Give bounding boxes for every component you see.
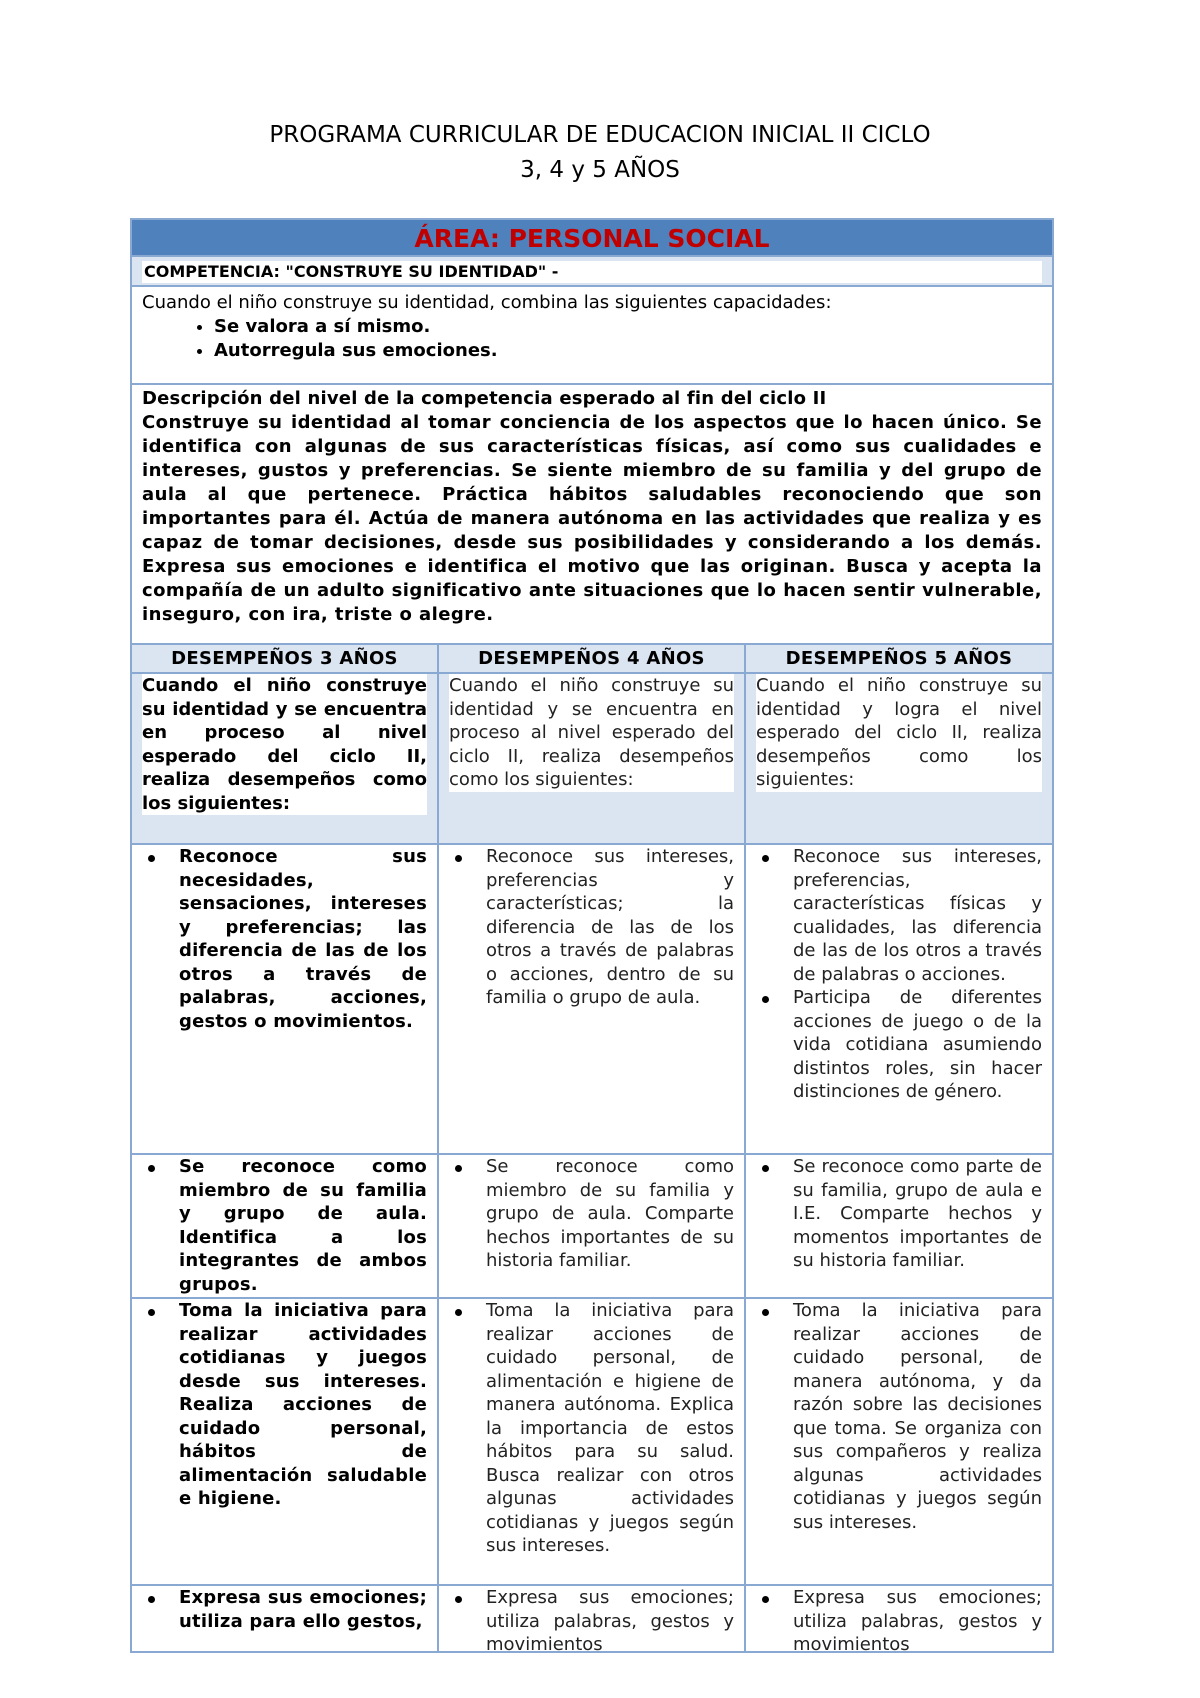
desempeno-4-anos [439,1586,746,1655]
competencia-row [132,257,1052,287]
table-row [132,1155,1052,1299]
intro-4-anos: Cuando el niño construye su identidad y se encuentra en proceso al nivel esperado del ciclo II, realiza desempeños como los siguientes: [449,675,734,790]
desempeno-text: Reconoce sus intereses, preferencias y características; la diferencia de las de los otros a través de palabras o acciones, dentro de su familia o grupo de aula. [486,846,734,1008]
table-row [132,1586,1052,1655]
bullet-icon [762,1596,769,1603]
desempeno-3-anos [132,1155,439,1297]
descripcion-body: Construye su identidad al tomar conciencia de los aspectos que lo hacen único. Se identifica con algunas de sus características físicas, así como sus cualidades e intereses, gustos y preferencias. Se siente miembro de su familia y del grupo de aula al que pertenece. Práctica hábitos saludables reconociendo que son importantes para él. Actúa de manera autónoma en las actividades que realiza y es capaz de tomar decisiones, desde sus posibilidades y considerando a los demás. Expresa sus emociones e identifica el motivo que las originan. Busca y acepta la compañía de un adulto significativo ante situaciones que lo hacen sentir vulnerable, inseguro, con ira, triste o alegre. [142,412,1042,625]
desempeno-text: Se reconoce como miembro de su familia y grupo de aula. Identifica a los integrantes de ambos grupos. [179,1156,427,1295]
bullet-icon [148,1165,155,1172]
intro-3-anos: Cuando el niño construye su identidad y se encuentra en proceso al nivel esperado del ciclo II, realiza desempeños como los siguientes: [142,675,427,814]
bullet-icon [762,1165,769,1172]
capacidad-item: • Se valora a sí mismo. [214,315,1042,339]
competencia-label: COMPETENCIA: "CONSTRUYE SU IDENTIDAD" - [142,261,1042,283]
desempeno-3-anos [132,1586,439,1651]
desempeno-item [793,986,1042,1104]
capacidades-list [142,315,1042,363]
desempeno-5-anos [746,1586,1052,1655]
header-5-anos: DESEMPEÑOS 5 AÑOS [785,648,1013,669]
header-4-anos: DESEMPEÑOS 4 AÑOS [439,645,746,672]
header-3-anos: DESEMPEÑOS 3 AÑOS [132,645,439,672]
intro-3-anos-cell [132,674,439,843]
desempeno-text: Toma la iniciativa para realizar acciones de cuidado personal, de alimentación e higiene de manera autónoma. Explica la importancia de estos hábitos para su salud. Busca realizar con otros algunas actividades cotidianas y juegos según sus intereses. [486,1300,734,1556]
descripcion-title: Descripción del nivel de la competencia esperado al fin del ciclo II [142,388,827,409]
desempeno-4-anos [439,1299,746,1584]
desempeno-3-anos [132,1299,439,1584]
bullet-icon [148,1309,155,1316]
document-subtitle: 3, 4 y 5 AÑOS [520,157,680,183]
desempeno-text: Participa de diferentes acciones de juego o de la vida cotidiana asumiendo distintos roles, sin hacer distinciones de género. [793,987,1042,1102]
desempeno-text: Reconoce sus necesidades, sensaciones, intereses y preferencias; las diferencia de las de los otros a través de palabras, acciones, gestos o movimientos. [179,846,427,1032]
intro-4-anos-cell [439,674,746,843]
desempeno-text: Expresa sus emociones; utiliza palabras, gestos y movimientos [793,1587,1042,1655]
capacidades-cell [132,287,1052,385]
bullet-icon [762,855,769,862]
bullet-icon [455,855,462,862]
bullet-icon [455,1309,462,1316]
desempeno-text: Toma la iniciativa para realizar acciones de cuidado personal, de manera autónoma, y da razón sobre las decisiones que toma. Se organiza con sus compañeros y realiza algunas actividades cotidianas y juegos según sus intereses. [793,1300,1042,1533]
desempeno-text: Expresa sus emociones; utiliza para ello gestos, [179,1587,427,1632]
desempeno-3-anos [132,845,439,1153]
desempeno-text: Reconoce sus intereses, preferencias, características físicas y cualidades, las diferencia de las de los otros a través de palabras o acciones. [793,846,1042,985]
table-row [132,1299,1052,1586]
desempenos-header-row [132,645,1052,674]
table-row [132,845,1052,1155]
desempeno-text: Se reconoce como miembro de su familia y grupo de aula. Comparte hechos importantes de su historia familiar. [486,1156,734,1271]
area-header: ÁREA: PERSONAL SOCIAL [132,220,1052,257]
desempeno-item [793,845,1042,986]
desempeno-text: Expresa sus emociones; utiliza palabras, gestos y movimientos [486,1587,734,1655]
descripcion-cell [132,385,1052,645]
curriculum-table [130,218,1054,1653]
bullet-icon [148,1596,155,1603]
desempeno-5-anos [746,1299,1052,1584]
bullet-icon [455,1165,462,1172]
intro-5-anos: Cuando el niño construye su identidad y logra el nivel esperado del ciclo II, realiza desempeños como los siguientes: [756,675,1042,790]
document-title: PROGRAMA CURRICULAR DE EDUCACION INICIAL II CICLO [269,122,931,148]
intro-row [132,674,1052,845]
bullet-icon [148,855,155,862]
desempeno-5-anos [746,845,1052,1153]
desempeno-4-anos [439,1155,746,1297]
desempeno-text: Toma la iniciativa para realizar actividades cotidianas y juegos desde sus intereses. Realiza acciones de cuidado personal, hábitos de alimentación saludable e higiene. [179,1300,427,1509]
desempeno-5-anos [746,1155,1052,1297]
bullet-icon [762,996,769,1003]
capacidades-intro: Cuando el niño construye su identidad, combina las siguientes capacidades: [142,292,832,313]
intro-5-anos-cell [746,674,1052,843]
bullet-icon [762,1309,769,1316]
desempeno-text: Se reconoce como parte de su familia, grupo de aula e I.E. Comparte hechos y momentos importantes de su historia familiar. [793,1156,1042,1271]
desempeno-4-anos [439,845,746,1153]
bullet-icon [455,1596,462,1603]
capacidad-item: • Autorregula sus emociones. [214,339,1042,363]
